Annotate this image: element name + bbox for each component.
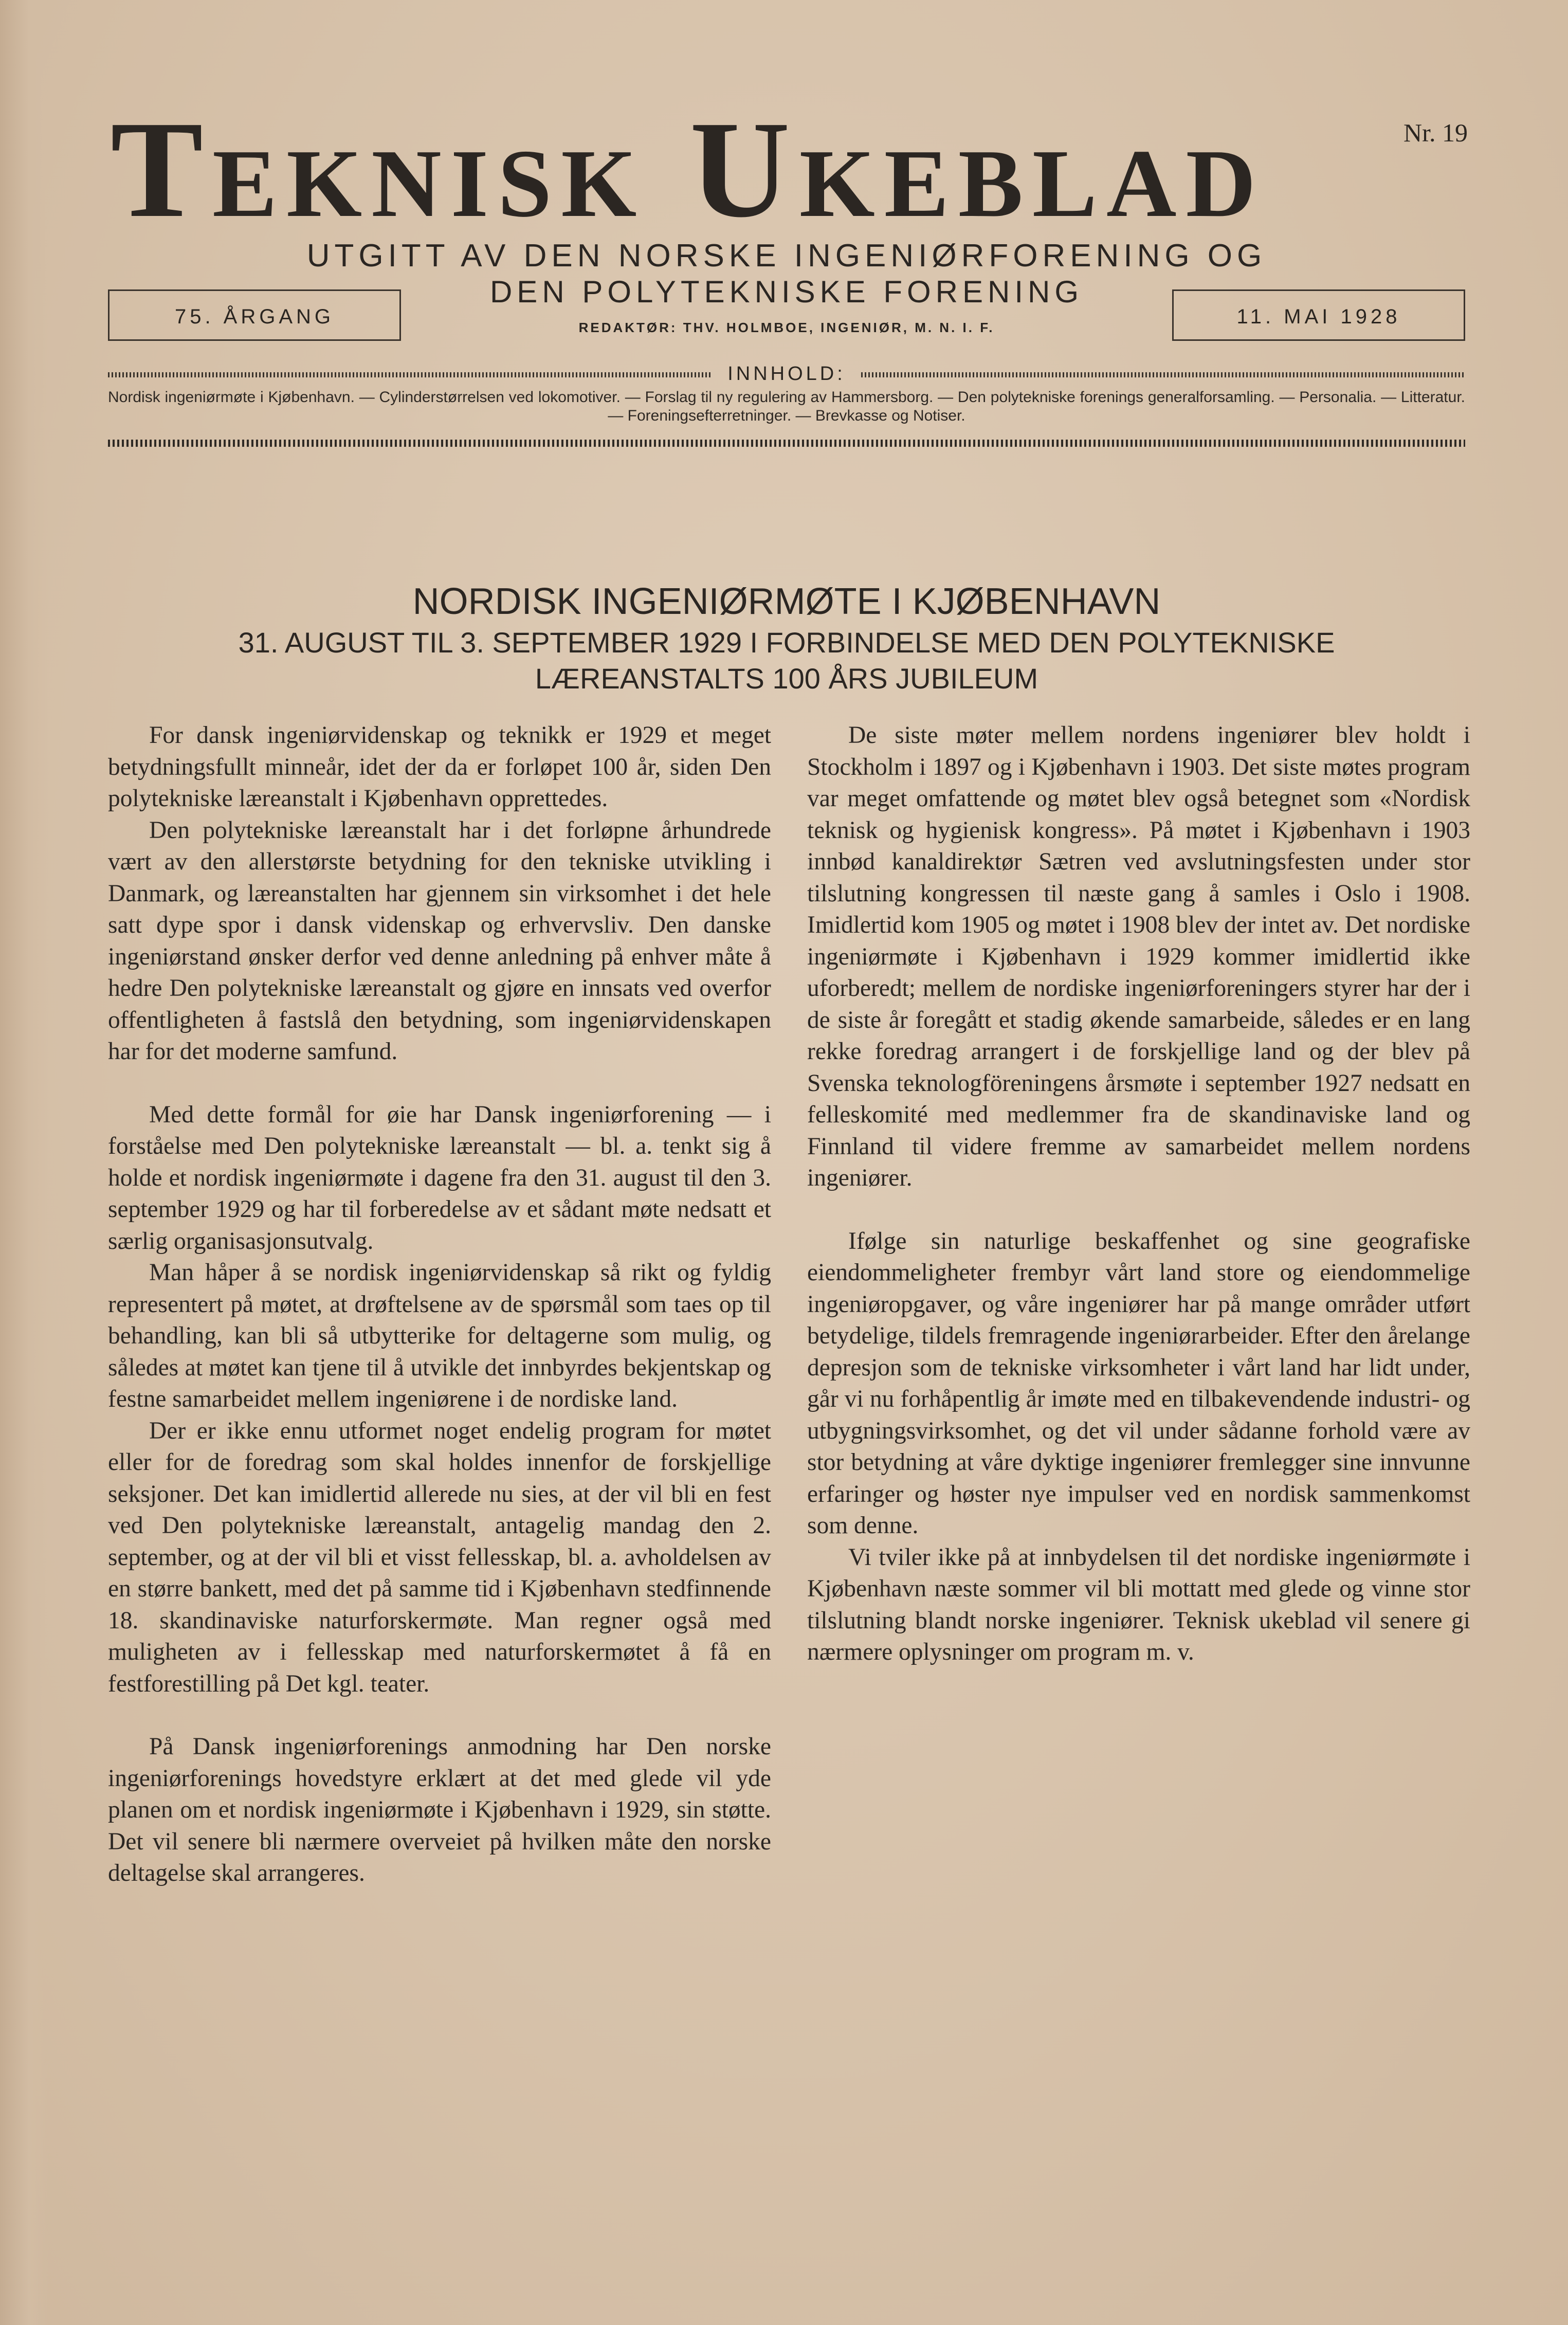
date-box: 11. MAI 1928: [1172, 289, 1465, 341]
article-paragraph: Der er ikke ennu utformet noget endelig program for møtet eller for de foredrag som skal holdes innenfor de forskjellige seksjoner. Det kan imidlertid allerede nu sies, at der vil bli en fest ved Den polytekniske læreanstalt, antagelig mandag den 2. september, og at der vil bli et visst fellesskap, bl. a. avholdelsen av en større bankett, med det på samme tid i Kjøbenhavn stedfinnende 18. skandinaviske naturforskermøte. Man regner også med muligheten av i fellesskap med naturforskermøtet å få en festforestilling på Det kgl. teater.: [108, 1417, 771, 1697]
editor-line: REDAKTØR: THV. HOLMBOE, INGENIØR, M. N. I. F.: [578, 320, 995, 335]
article-subtitle: 31. AUGUST TIL 3. SEPTEMBER 1929 I FORBINDELSE MED DEN POLYTEKNISKE LÆREANSTALTS 100 ÅRS JUBILEUM: [238, 626, 1335, 695]
article-column-right: [807, 720, 1470, 1668]
contents-rule-right: [861, 372, 1465, 377]
article-paragraph: Ifølge sin naturlige beskaffenhet og sine geografiske eiendommeligheter frembyr vårt land store og eiendommelige ingeniøropgaver, og våre ingeniører har på mange områder utført betydelige, tildels fremragende ingeniørarbeider. Efter den årelange depresjon som de tekniske virksomheter i vårt land har lidt under, går vi nu forhåpentlig år imøte med en tilbakevendende industri- og utbygningsvirksomhet, og det vil under sådanne forhold være av stor betydning at våre dyktige ingeniører fremlegger sine innvunne erfaringer og høster nye impulser ved en nordisk sammenkomst som denne.: [807, 1227, 1470, 1539]
table-of-contents: Nordisk ingeniørmøte i Kjøbenhavn. — Cylinderstørrelsen ved lokomotiver. — Forslag til ny regulering av Hammersborg. — Den polytekniske forenings generalforsamling. — Personalia. — Litteratur. — Foreningsefterretninger. — Brevkasse og Notiser.: [108, 389, 1465, 424]
masthead-divider: [108, 440, 1465, 447]
issue-number: Nr. 19: [1403, 118, 1468, 147]
article-paragraph: Vi tviler ikke på at innbydelsen til det nordiske ingeniørmøte i Kjøbenhavn næste sommer vil bli mottatt med glede og vinne stor tilslutning blandt norske ingeniører. Teknisk ukeblad vil senere gi nærmere oplysninger om program m. v.: [807, 1543, 1470, 1665]
publisher-line-1: UTGITT AV DEN NORSKE INGENIØRFORENING OG: [306, 238, 1267, 274]
article-paragraph: De siste møter mellem nordens ingeniører blev holdt i Stockholm i 1897 og i Kjøbenhavn i 1903. Det siste møtes program var meget omfattende og møtet blev også betegnet som «Nordisk teknisk og hygienisk kongress». På møtet i Kjøbenhavn i 1903 innbød kanaldirektør Sætren ved avslutningsfesten under stor tilslutning kongressen til næste gang å samles i Oslo i 1908. Imidlertid kom 1905 og møtet i 1908 blev der intet av. Det nordiske ingeniørmøte i Kjøbenhavn i 1929 kommer imidlertid ikke uforberedt; mellem de nordiske ingeniørforeningers styrer har der i de siste år foregått et stadig økende samarbeide, således er en lang rekke foredrag arrangert i de forskjellige land og der blev på Svenska teknologföreningens årsmøte i september 1927 nedsatt en felleskomité med medlemmer fra de skandinaviske land og Finnland til videre fremme av samarbeidet mellem nordens ingeniører.: [807, 722, 1470, 1191]
article-paragraph: Man håper å se nordisk ingeniørvidenskap så rikt og fyldig representert på møtet, at drøftelsene av de spørsmål som taes op til behandling, kan bli så utbytterike for deltagerne som mulig, og således at møtet kan tjene til å utvikle det innbyrdes bekjentskap og festne samarbeidet mellem ingeniørene i de nordiske land.: [108, 1259, 771, 1412]
masthead-title: Teknisk Ukeblad: [111, 93, 1265, 246]
volume-box: 75. ÅRGANG: [108, 289, 401, 341]
article-paragraph: For dansk ingeniørvidenskap og teknikk er 1929 et meget betydningsfullt minneår, idet der da er forløpet 100 år, siden Den polytekniske læreanstalt i Kjøbenhavn opprettedes.: [108, 722, 771, 812]
article-paragraph: På Dansk ingeniørforenings anmodning har Den norske ingeniørforenings hovedstyre erklært at det med glede vil yde planen om et nordisk ingeniørmøte i Kjøbenhavn i 1929, sin støtte. Det vil senere bli nærmere overveiet på hvilken måte den norske deltagelse skal arrangeres.: [108, 1733, 771, 1886]
article-title: NORDISK INGENIØRMØTE I KJØBENHAVN: [412, 581, 1161, 622]
page-spine-shadow: [0, 0, 49, 2325]
contents-label: INNHOLD:: [727, 363, 846, 385]
article-paragraph: Med dette formål for øie har Dansk ingeniørforening — i forståelse med Den polytekniske læreanstalt — bl. a. tenkt sig å holde et nordisk ingeniørmøte i dagene fra den 31. august til den 3. september 1929 og har til forberedelse av et sådant møte nedsatt et særlig organisasjonsutvalg.: [108, 1101, 771, 1255]
article-paragraph: Den polytekniske læreanstalt har i det forløpne århundrede vært av den allerstørste betydning for den tekniske utvikling i Danmark, og læreanstalten har gjennem sin virksomhet i det hele satt dype spor i dansk videnskap og erhvervsliv. Den danske ingeniørstand ønsker derfor ved denne anledning på enhver måte å hedre Den polytekniske læreanstalt og gjøre en innsats ved overfor offentligheten å fastslå den betydning, som ingeniørvidenskapen har for det moderne samfund.: [108, 816, 771, 1065]
contents-rule-left: [108, 372, 712, 377]
publisher-line-2: DEN POLYTEKNISKE FORENING: [489, 275, 1084, 309]
article-column-left: [108, 720, 771, 1890]
